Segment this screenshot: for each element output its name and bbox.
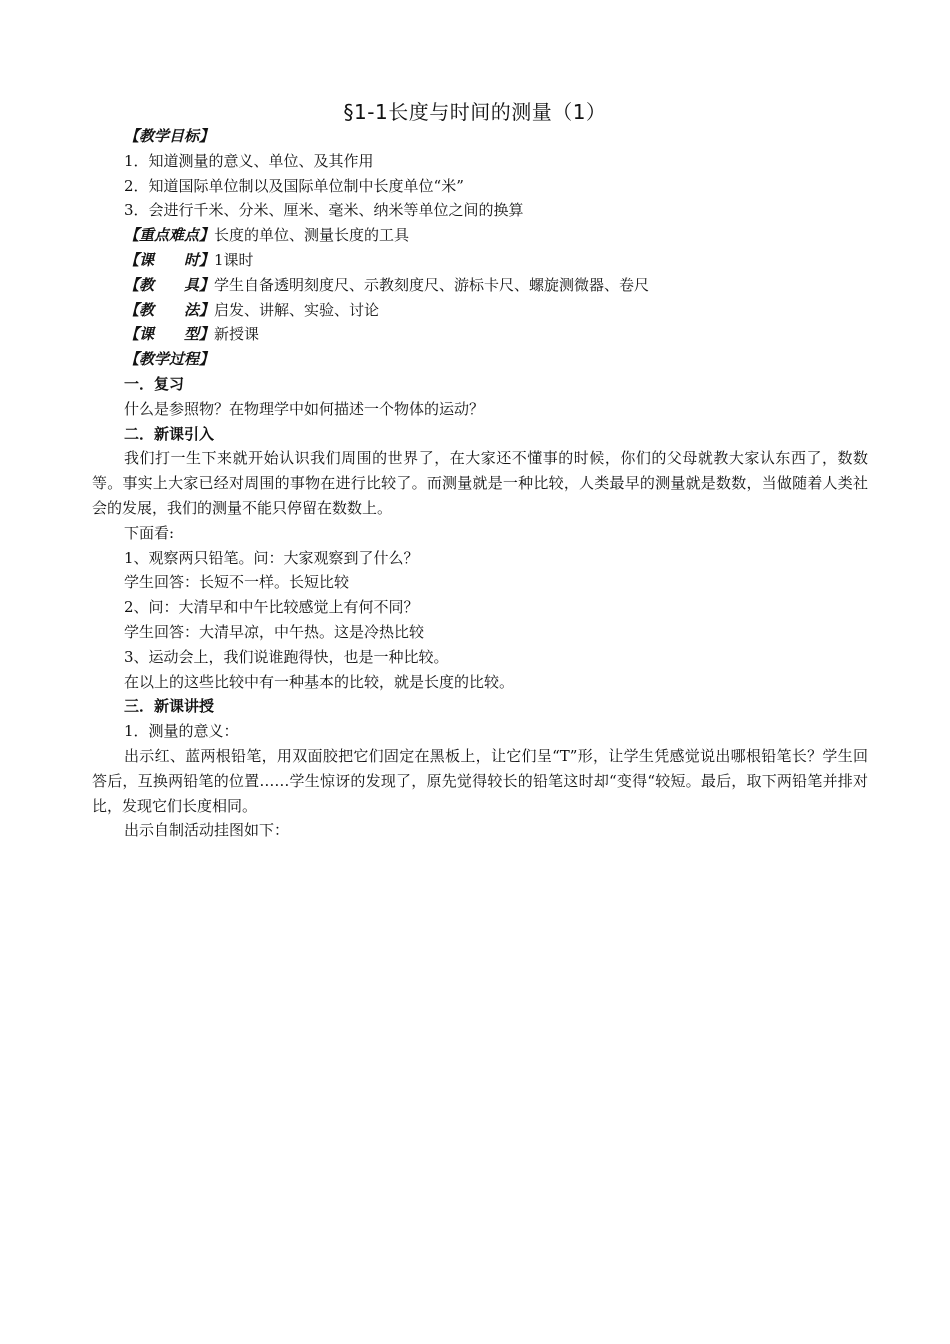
info-label: 【教 法】: [124, 300, 215, 319]
objective-item: 3．会进行千米、分米、厘米、毫米、纳米等单位之间的换算: [124, 201, 524, 220]
lecture-paragraph: 出示红、蓝两根铅笔，用双面胶把它们固定在黑板上，让它们呈“T”形，让学生凭感觉说出哪根铅笔长？学生回答后，互换两铅笔的位置……学生惊讶的发现了，原先觉得较长的铅笔这时却“变得“较短。最后，取下两铅笔并排对比，发现它们长度相同。: [92, 746, 868, 815]
info-row-method: [124, 298, 868, 323]
intro-line: 2、问：大清早和中午比较感觉上有何不同？: [124, 598, 419, 617]
objective-item: 2．知道国际单位制以及国际单位制中长度单位“米”: [124, 176, 464, 195]
info-value: 启发、讲解、实验、讨论: [214, 300, 380, 319]
info-row-key-points: [124, 223, 868, 248]
info-label: 【重点难点】: [124, 226, 215, 245]
document-body: [92, 124, 868, 843]
intro-line: 3、运动会上，我们说谁跑得快，也是一种比较。: [124, 647, 449, 666]
info-label: 【教 具】: [124, 275, 215, 294]
intro-line: 学生回答：大清早凉，中午热。这是冷热比较: [124, 622, 425, 641]
intro-line: 学生回答：长短不一样。长短比较: [124, 573, 350, 592]
intro-line: 下面看:: [124, 523, 175, 542]
lecture-last-line: 出示自制活动挂图如下：: [124, 821, 290, 840]
page-title: §1-1长度与时间的测量（1）: [343, 100, 607, 124]
objectives-heading: 【教学目标】: [124, 127, 215, 145]
info-row-duration: [124, 248, 868, 273]
section-heading-intro: 二．新课引入: [124, 424, 215, 443]
info-value: 长度的单位、测量长度的工具: [214, 226, 410, 245]
process-heading: 【教学过程】: [124, 350, 215, 369]
info-row-type: [124, 322, 868, 347]
intro-line: 在以上的这些比较中有一种基本的比较，就是长度的比较。: [124, 672, 515, 691]
section-heading-lecture: 三．新课讲授: [124, 697, 215, 716]
info-label: 【课 型】: [124, 325, 215, 344]
section-heading-review: 一．复习: [124, 374, 185, 393]
intro-line: 1、观察两只铅笔。问：大家观察到了什么？: [124, 548, 419, 567]
info-value: 1课时: [214, 250, 254, 269]
objective-item: 1．知道测量的意义、单位、及其作用: [124, 151, 374, 170]
info-label: 【课 时】: [124, 250, 215, 269]
info-row-tools: [124, 273, 868, 298]
intro-paragraph: 我们打一生下来就开始认识我们周围的世界了，在大家还不懂事的时候，你们的父母就教大家认东西了，数数等。事实上大家已经对周围的事物在进行比较了。而测量就是一种比较，人类最早的测量就是数数，当做随着人类社会的发展，我们的测量不能只停留在数数上。: [92, 449, 868, 517]
info-value: 学生自备透明刻度尺、示教刻度尺、游标卡尺、螺旋测微器、卷尺: [214, 275, 650, 294]
info-value: 新授课: [214, 325, 260, 344]
lecture-subheading: 1．测量的意义：: [124, 722, 239, 741]
review-text: 什么是参照物？在物理学中如何描述一个物体的运动？: [124, 399, 485, 418]
